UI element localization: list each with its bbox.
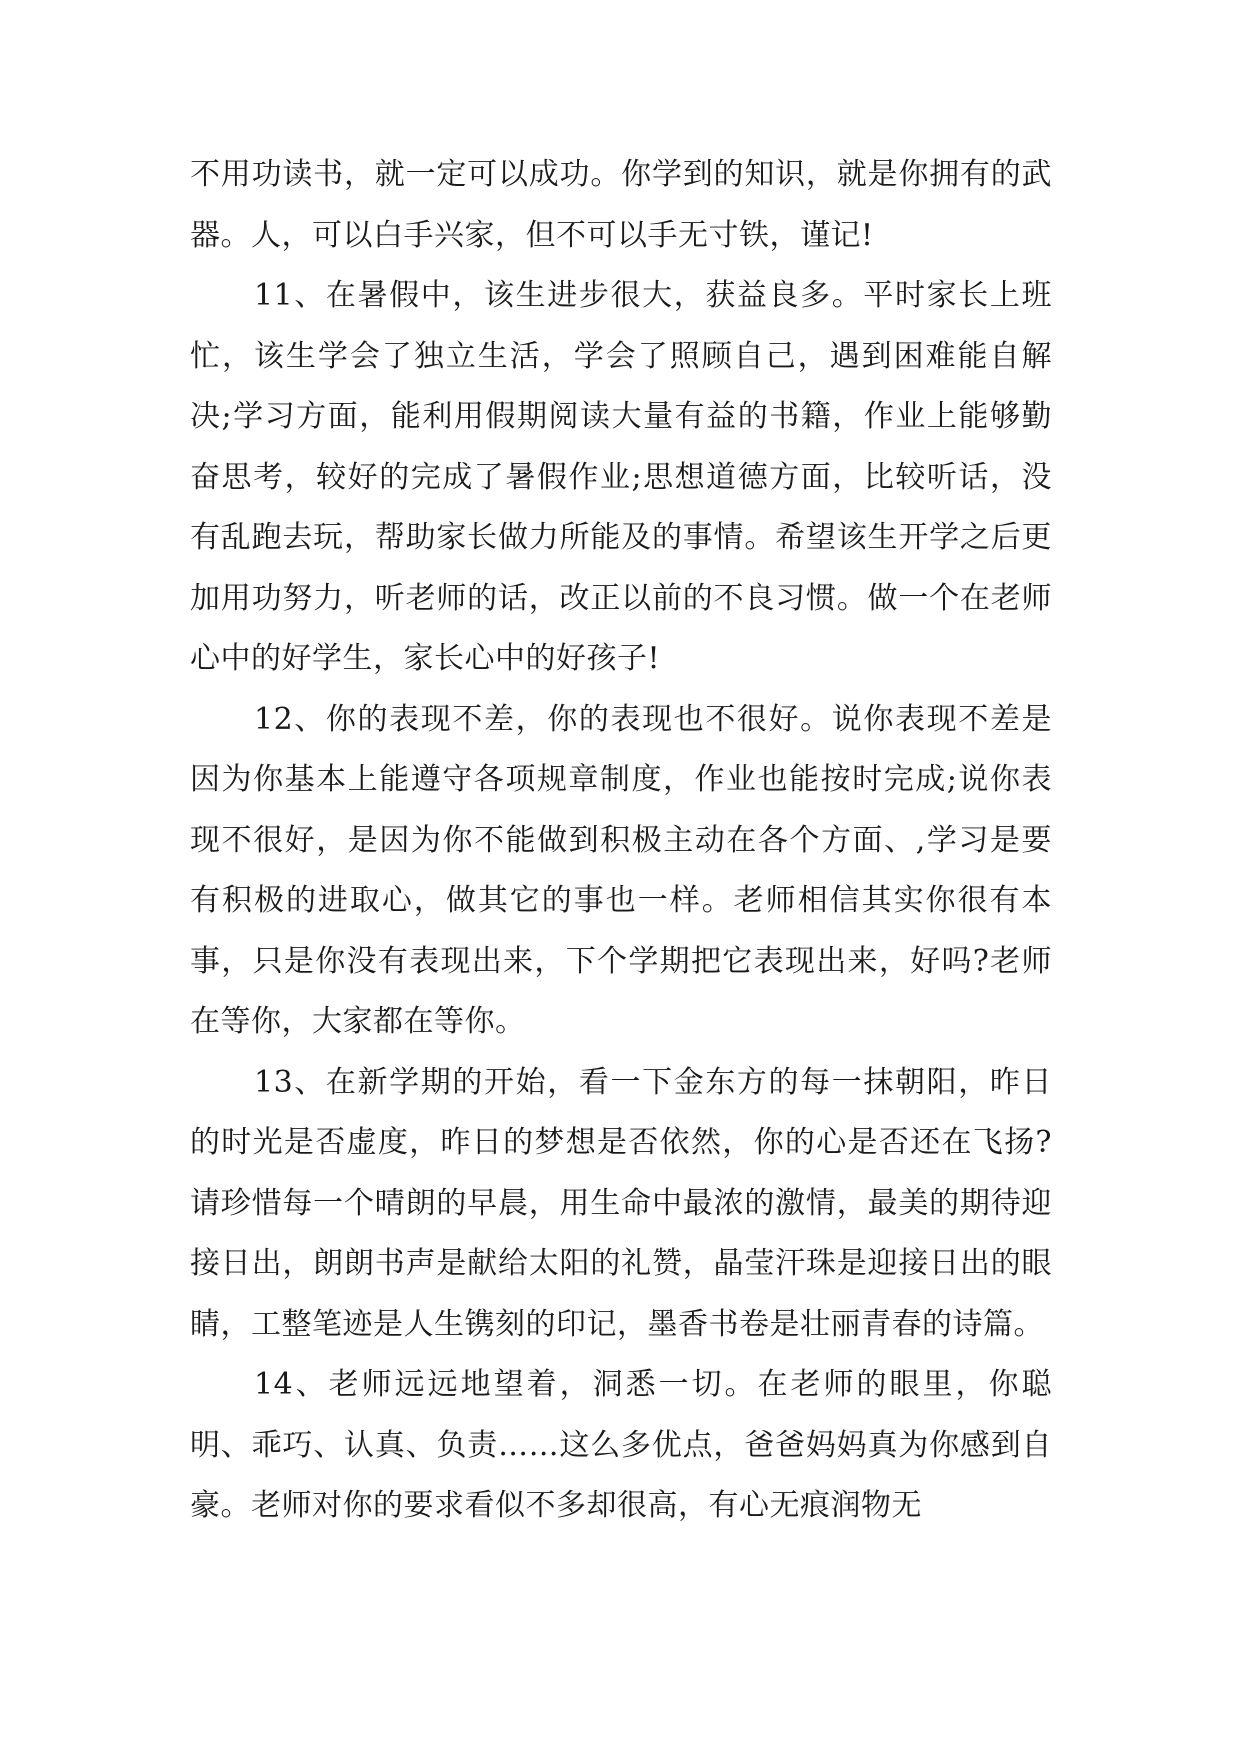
paragraph-comment-11: 11、在暑假中，该生进步很大，获益良多。平时家长上班忙，该生学会了独立生活，学会了照顾自己，遇到困难能自解决;学习方面，能利用假期阅读大量有益的书籍，作业上能够勤奋思考，较好的完成了暑假作业;思想道德方面，比较听话，没有乱跑去玩，帮助家长做力所能及的事情。希望该生开学之后更加用功努力，听老师的话，改正以前的不良习惯。做一个在老师心中的好学生，家长心中的好孩子! — [190, 278, 1052, 676]
document-body — [190, 145, 1052, 1537]
paragraph-comment-12: 12、你的表现不差，你的表现也不很好。说你表现不差是因为你基本上能遵守各项规章制度，作业也能按时完成;说你表现不很好，是因为你不能做到积极主动在各个方面、,学习是要有积极的进取心，做其它的事也一样。老师相信其实你很有本事，只是你没有表现出来，下个学期把它表现出来，好吗?老师在等你，大家都在等你。 — [190, 701, 1052, 1039]
paragraph-comment-14: 14、老师远远地望着，洞悉一切。在老师的眼里，你聪明、乖巧、认真、负责……这么多优点，爸爸妈妈真为你感到自豪。老师对你的要求看似不多却很高，有心无痕润物无 — [190, 1367, 1052, 1523]
paragraph-comment-13: 13、在新学期的开始，看一下金东方的每一抹朝阳，昨日的时光是否虚度，昨日的梦想是否依然，你的心是否还在飞扬?请珍惜每一个晴朗的早晨，用生命中最浓的激情，最美的期待迎接日出，朗朗书声是献给太阳的礼赞，晶莹汗珠是迎接日出的眼睛，工整笔迹是人生镌刻的印记，墨香书卷是壮丽青春的诗篇。 — [190, 1064, 1052, 1342]
paragraph-continuation: 不用功读书，就一定可以成功。你学到的知识，就是你拥有的武器。人，可以白手兴家，但不可以手无寸铁，谨记! — [190, 157, 1052, 253]
